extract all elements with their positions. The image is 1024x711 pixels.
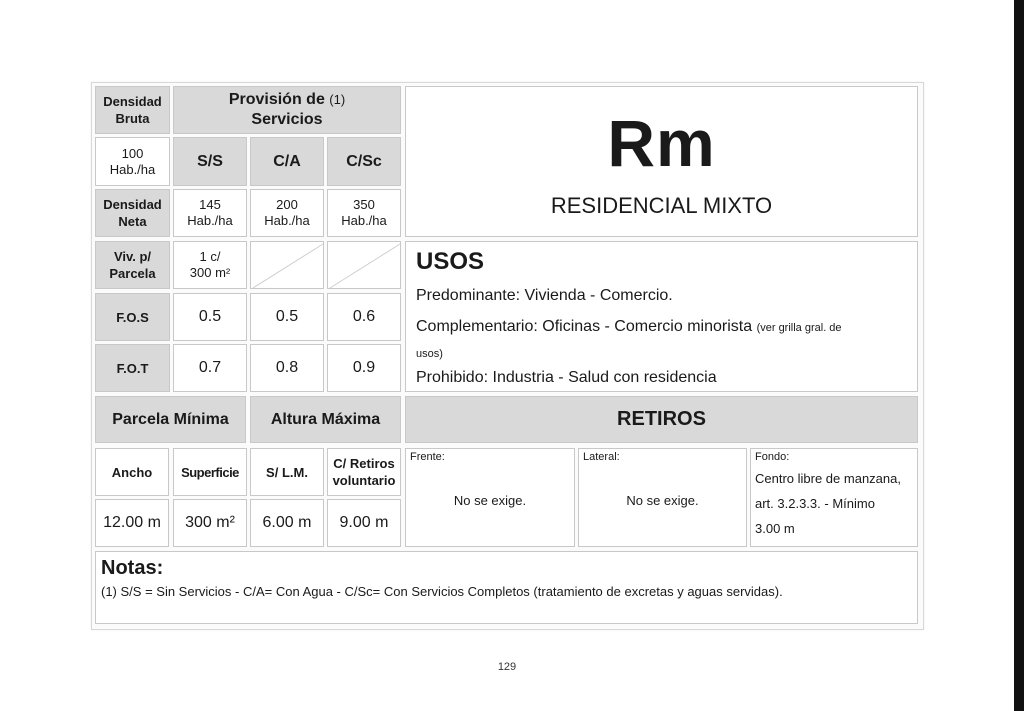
retiros-frente bbox=[405, 448, 575, 547]
viv-parcela-line2: 300 m² bbox=[189, 265, 231, 280]
fot-csc: 0.9 bbox=[327, 344, 401, 392]
viv-parcela-ca-empty bbox=[250, 241, 324, 289]
diagonal-line bbox=[251, 242, 325, 290]
fos-csc: 0.6 bbox=[327, 293, 401, 341]
retiros-fondo-line2: art. 3.2.3.3. - Mínimo bbox=[755, 496, 875, 511]
altura-slm-header: S/ L.M. bbox=[250, 448, 324, 496]
parcela-ancho-value: 12.00 m bbox=[95, 499, 169, 547]
diagonal-line bbox=[328, 242, 402, 290]
usos-complementario: Complementario: Oficinas - Comercio minorista bbox=[416, 318, 753, 335]
retiros-fondo-label: Fondo: bbox=[755, 451, 790, 463]
usos-box bbox=[405, 241, 918, 392]
parcela-ancho-header: Ancho bbox=[95, 448, 169, 496]
densidad-neta-ss: 145 Hab./ha bbox=[173, 189, 247, 237]
zone-title-box bbox=[405, 86, 918, 237]
fos-label: F.O.S bbox=[95, 293, 170, 341]
altura-maxima-title: Altura Máxima bbox=[250, 396, 401, 443]
retiros-fondo-line1: Centro libre de manzana, bbox=[755, 471, 901, 486]
retiros-fondo-line3: 3.00 m bbox=[755, 521, 795, 536]
fot-ss: 0.7 bbox=[173, 344, 247, 392]
densidad-bruta-label: Densidad Bruta bbox=[95, 86, 170, 134]
retiros-frente-value: No se exige. bbox=[453, 493, 527, 508]
retiros-title: RETIROS bbox=[405, 396, 918, 443]
altura-retiros-header bbox=[327, 448, 401, 496]
parcela-superficie-value: 300 m² bbox=[173, 499, 247, 547]
parcela-minima-title: Parcela Mínima bbox=[95, 396, 246, 443]
viewer-edge bbox=[1014, 0, 1024, 711]
provision-title2: Servicios bbox=[251, 111, 323, 128]
col-ca: C/A bbox=[250, 137, 324, 186]
notas-text: (1) S/S = Sin Servicios - C/A= Con Agua - C/Sc= Con Servicios Completos (tratamiento de excretas y aguas servidas). bbox=[101, 584, 783, 599]
viv-parcela-csc-empty bbox=[327, 241, 401, 289]
densidad-neta-ca: 200 Hab./ha bbox=[250, 189, 324, 237]
usos-predominante: Predominante: Vivienda - Comercio. bbox=[416, 287, 673, 304]
retiros-fondo bbox=[750, 448, 918, 547]
provision-note-ref: (1) bbox=[329, 92, 346, 107]
densidad-neta-label: Densidad Neta bbox=[95, 189, 170, 237]
parcela-superficie-header: Superficie bbox=[173, 448, 247, 496]
usos-complementario-note: (ver grilla gral. de bbox=[756, 322, 842, 334]
viv-parcela-value bbox=[173, 241, 247, 289]
usos-prohibido: Prohibido: Industria - Salud con residencia bbox=[416, 369, 717, 386]
notas-box bbox=[95, 551, 918, 624]
fot-label: F.O.T bbox=[95, 344, 170, 392]
fos-ss: 0.5 bbox=[173, 293, 247, 341]
zone-code: Rm bbox=[607, 106, 716, 180]
viv-parcela-label: Viv. p/ Parcela bbox=[95, 241, 170, 289]
densidad-bruta-value: 100 Hab./ha bbox=[95, 137, 170, 186]
retiros-frente-label: Frente: bbox=[410, 451, 445, 463]
altura-retiros-line2: voluntario bbox=[332, 473, 396, 488]
provision-header bbox=[173, 86, 401, 134]
fot-ca: 0.8 bbox=[250, 344, 324, 392]
altura-slm-value: 6.00 m bbox=[250, 499, 324, 547]
page-number: 129 bbox=[497, 661, 517, 673]
usos-complementario-note2: usos) bbox=[416, 348, 443, 360]
fos-ca: 0.5 bbox=[250, 293, 324, 341]
retiros-lateral bbox=[578, 448, 747, 547]
zone-name: RESIDENCIAL MIXTO bbox=[550, 193, 773, 218]
densidad-neta-csc: 350 Hab./ha bbox=[327, 189, 401, 237]
provision-title: Provisión de bbox=[228, 91, 325, 108]
viv-parcela-line1: 1 c/ bbox=[199, 249, 221, 264]
notas-title: Notas: bbox=[101, 557, 164, 579]
altura-retiros-value: 9.00 m bbox=[327, 499, 401, 547]
col-csc: C/Sc bbox=[327, 137, 401, 186]
retiros-lateral-value: No se exige. bbox=[626, 493, 699, 508]
usos-title: USOS bbox=[416, 248, 485, 275]
usos-complementario-line bbox=[416, 318, 842, 336]
altura-retiros-line1: C/ Retiros bbox=[333, 456, 395, 471]
retiros-lateral-label: Lateral: bbox=[583, 451, 620, 463]
col-ss: S/S bbox=[173, 137, 247, 186]
